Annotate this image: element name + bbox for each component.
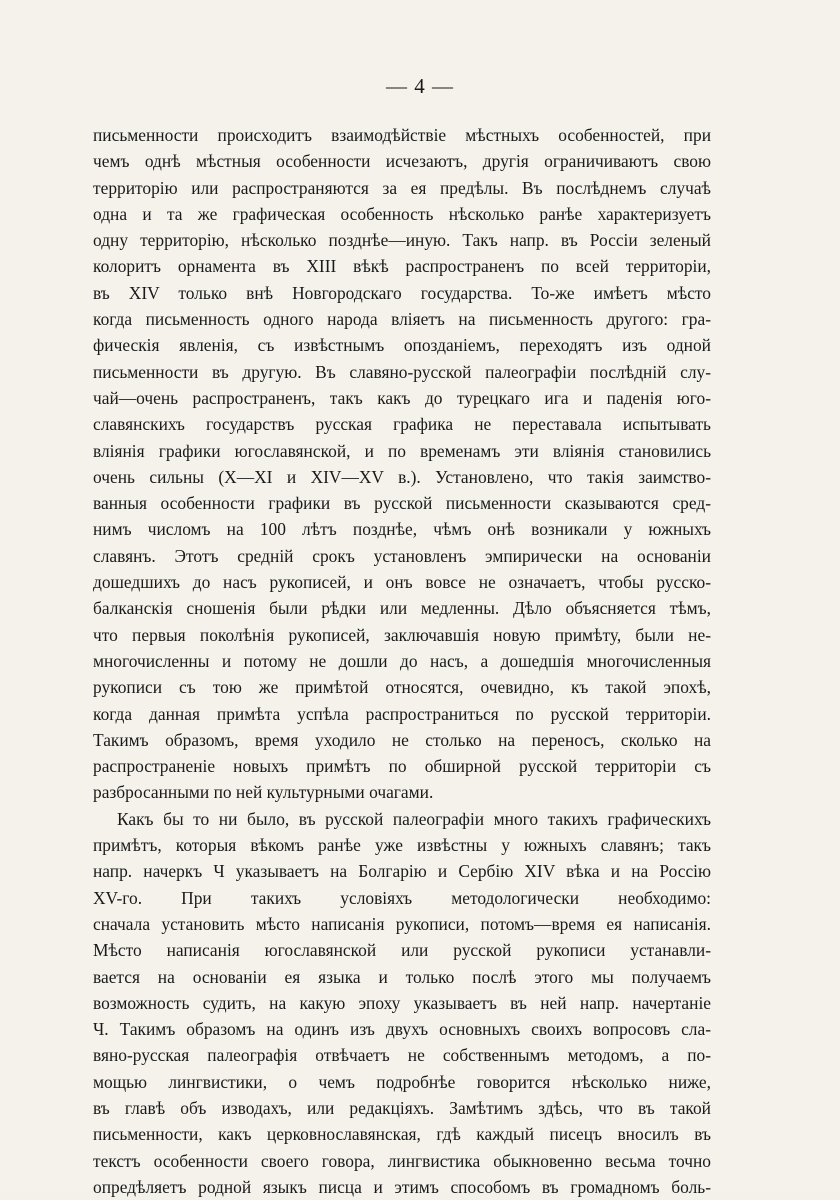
text-line: вается на основаніи ея языка и только послѣ этого мы получаемъ xyxy=(93,966,711,987)
text-line: мощью лингвистики, о чемъ подробнѣе говорится нѣсколько ниже, xyxy=(93,1071,711,1092)
text-line: опредѣляетъ родной языкъ писца и этимъ способомъ въ громадномъ боль- xyxy=(93,1176,711,1197)
text-line: когда данная примѣта успѣла распространиться по русской территоріи. xyxy=(93,703,711,724)
text-line: сначала установить мѣсто написанія рукописи, потомъ—время ея написанія. xyxy=(93,913,711,934)
paragraph-1 xyxy=(93,122,711,806)
text-line: чай—очень распространенъ, такъ какъ до турецкаго ига и паденія юго- xyxy=(93,387,711,408)
text-line: очень сильны (X—XI и XIV—XV в.). Установлено, что такія заимство- xyxy=(93,466,711,487)
text-line: одну территорію, нѣсколько позднѣе—иную. Такъ напр. въ Россіи зеленый xyxy=(93,230,711,251)
text-line: письменности въ другую. Въ славяно-русской палеографіи послѣдній слу- xyxy=(93,361,711,382)
text-line: вяно-русская палеографія отвѣчаетъ не собственнымъ методомъ, а по- xyxy=(93,1045,711,1066)
text-line: территорію или распространяются за ея предѣлы. Въ послѣднемъ случаѣ xyxy=(93,177,711,198)
text-line: многочисленны и потому не дошли до насъ, а дошедшія многочисленныя xyxy=(93,650,711,671)
text-line: одна и та же графическая особенность нѣсколько ранѣе характеризуетъ xyxy=(93,203,711,224)
text-line: нимъ числомъ на 100 лѣтъ позднѣе, чѣмъ онѣ возникали у южныхъ xyxy=(93,519,711,540)
text-line: въ XIV только внѣ Новгородскаго государства. То-же имѣетъ мѣсто xyxy=(93,282,711,303)
text-line: примѣтъ, которыя вѣкомъ ранѣе уже извѣстны у южныхъ славянъ; такъ xyxy=(93,835,711,856)
text-line: въ главѣ объ изводахъ, или редакціяхъ. Замѣтимъ здѣсь, что въ такой xyxy=(93,1097,711,1118)
text-line: Мѣсто написанія югославянской или русской рукописи устанавли- xyxy=(93,940,711,961)
text-line: письменности происходитъ взаимодѣйствіе мѣстныхъ особенностей, при xyxy=(93,125,711,145)
text-line: возможность судить, на какую эпоху указываетъ въ ней напр. начертаніе xyxy=(93,992,711,1013)
text-line: рукописи съ тою же примѣтой относятся, очевидно, къ такой эпохѣ, xyxy=(93,677,711,698)
text-line: славянъ. Этотъ средній срокъ установленъ эмпирически на основаніи xyxy=(93,545,711,566)
paragraph-2 xyxy=(93,806,711,1200)
text-line: вліянія графики югославянской, и по временамъ эти вліянія становились xyxy=(93,440,711,461)
text-line: что первыя поколѣнія рукописей, заключавшія новую примѣту, были не- xyxy=(93,624,711,645)
text-line: Ч. Такимъ образомъ на одинъ изъ двухъ основныхъ своихъ вопросовъ сла- xyxy=(93,1019,711,1040)
text-line: дошедшихъ до насъ рукописей, и онъ вовсе не означаетъ, чтобы русско- xyxy=(93,572,711,593)
body-text xyxy=(93,122,711,1200)
text-line: письменности, какъ церковнославянская, гдѣ каждый писецъ вносилъ въ xyxy=(93,1124,711,1145)
text-line: когда письменность одного народа вліяетъ на письменность другого: гра- xyxy=(93,309,711,330)
text-line: славянскихъ государствъ русская графика не переставала испытывать xyxy=(93,414,711,435)
text-line: колоритъ орнамента въ XIII вѣкѣ распространенъ по всей территоріи, xyxy=(93,256,711,277)
text-line: Такимъ образомъ, время уходило не столько на переносъ, сколько на xyxy=(93,729,711,750)
text-line: чемъ однѣ мѣстныя особенности исчезаютъ, другія ограничиваютъ свою xyxy=(93,151,711,172)
text-line: напр. начеркъ Ч указываетъ на Болгарію и Сербію XIV вѣка и на Россію xyxy=(93,861,711,882)
text-line: распространеніе новыхъ примѣтъ по обширной русской территоріи съ xyxy=(93,756,711,777)
text-line: ванныя особенности графики въ русской письменности сказываются сред- xyxy=(93,493,711,514)
text-line: разбросанными по ней культурными очагами. xyxy=(93,782,434,803)
text-line: фическія явленія, съ извѣстнымъ опозданіемъ, переходятъ изъ одной xyxy=(93,335,711,356)
text-line: текстъ особенности своего говора, лингвистика обыкновенно весьма точно xyxy=(93,1150,711,1171)
text-line: балканскія сношенія были рѣдки или медленны. Дѣло объясняется тѣмъ, xyxy=(93,598,711,619)
text-line: Какъ бы то ни было, въ русской палеографіи много такихъ графическихъ xyxy=(117,808,711,829)
page-number: — 4 — xyxy=(386,74,454,98)
text-line: XV-го. При такихъ условіяхъ методологически необходимо: xyxy=(93,887,711,908)
